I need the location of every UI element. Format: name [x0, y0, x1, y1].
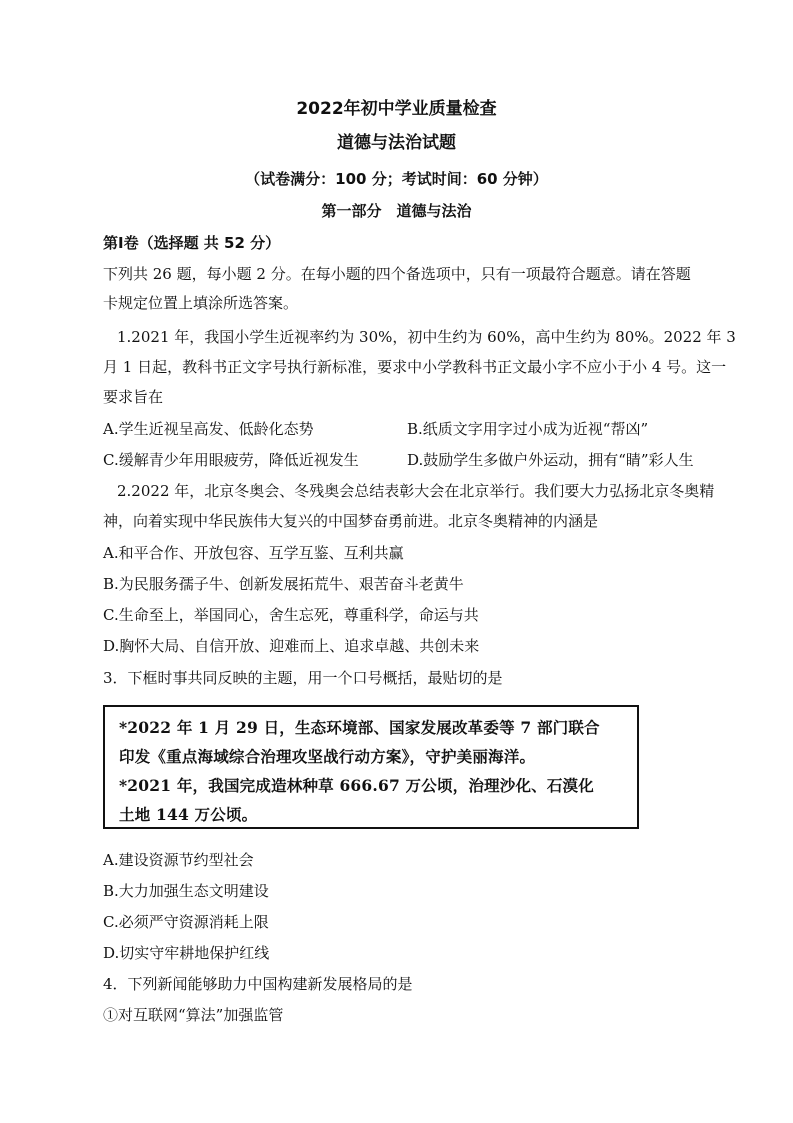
- q3-box-line-1: *2022 年 1 月 29 日，生态环境部、国家发展改革委等 7 部门联合: [119, 718, 600, 737]
- q3-news-box: [103, 705, 639, 829]
- q3-option-d: D.切实守牢耕地保护红线: [103, 944, 270, 962]
- q1-option-c: C.缓解青少年用眼疲劳，降低近视发生: [103, 451, 359, 469]
- exam-info: （试卷满分：100 分；考试时间：60 分钟）: [245, 170, 548, 188]
- q4-item-1: ①对互联网“算法”加强监管: [103, 1006, 284, 1024]
- q2-option-b: B.为民服务孺子牛、创新发展拓荒牛、艰苦奋斗老黄牛: [103, 575, 464, 593]
- q4-stem: 4．下列新闻能够助力中国构建新发展格局的是: [103, 975, 413, 993]
- q3-box-line-2: 印发《重点海域综合治理攻坚战行动方案》，守护美丽海洋。: [119, 747, 536, 766]
- instructions-line-1: 下列共 26 题，每小题 2 分。在每小题的四个备选项中，只有一项最符合题意。请在答题: [103, 265, 691, 283]
- q1-option-d: D.鼓励学生多做户外运动，拥有“睛”彩人生: [407, 451, 694, 469]
- q1-stem-line-1: 1.2021 年，我国小学生近视率约为 30%，初中生约为 60%，高中生约为 80%。2022 年 3: [117, 328, 736, 346]
- q2-option-d: D.胸怀大局、自信开放、迎难而上、追求卓越、共创未来: [103, 637, 480, 655]
- instructions-line-2: 卡规定位置上填涂所选答案。: [103, 294, 299, 312]
- section-heading: 第Ⅰ卷（选择题 共 52 分）: [103, 234, 281, 252]
- part-heading: 第一部分 道德与法治: [321, 202, 472, 220]
- exam-title: 2022年初中学业质量检查: [296, 99, 497, 119]
- q3-option-b: B.大力加强生态文明建设: [103, 882, 269, 900]
- q3-option-a: A.建设资源节约型社会: [103, 851, 254, 869]
- subject-title: 道德与法治试题: [337, 133, 456, 153]
- q3-option-c: C.必须严守资源消耗上限: [103, 913, 269, 931]
- q1-option-b: B.纸质文字用字过小成为近视“帮凶”: [407, 420, 649, 438]
- q1-stem-line-2: 月 1 日起，教科书正文字号执行新标准，要求中小学教科书正文最小字不应小于小 4 号。这一: [103, 358, 727, 376]
- q3-box-line-4: 土地 144 万公顷。: [119, 805, 258, 824]
- q3-stem: 3．下框时事共同反映的主题，用一个口号概括，最贴切的是: [103, 669, 503, 687]
- q2-stem-line-2: 神，向着实现中华民族伟大复兴的中国梦奋勇前进。北京冬奥精神的内涵是: [103, 512, 599, 530]
- q2-option-a: A.和平合作、开放包容、互学互鉴、互利共赢: [103, 544, 404, 562]
- q3-box-line-3: *2021 年，我国完成造林种草 666.67 万公顷，治理沙化、石漠化: [119, 776, 594, 795]
- q2-option-c: C.生命至上，举国同心，舍生忘死，尊重科学，命运与共: [103, 606, 479, 624]
- q1-option-a: A.学生近视呈高发、低龄化态势: [103, 420, 314, 438]
- q2-stem-line-1: 2.2022 年，北京冬奥会、冬残奥会总结表彰大会在北京举行。我们要大力弘扬北京冬奥精: [117, 482, 715, 500]
- q1-stem-line-3: 要求旨在: [103, 388, 164, 406]
